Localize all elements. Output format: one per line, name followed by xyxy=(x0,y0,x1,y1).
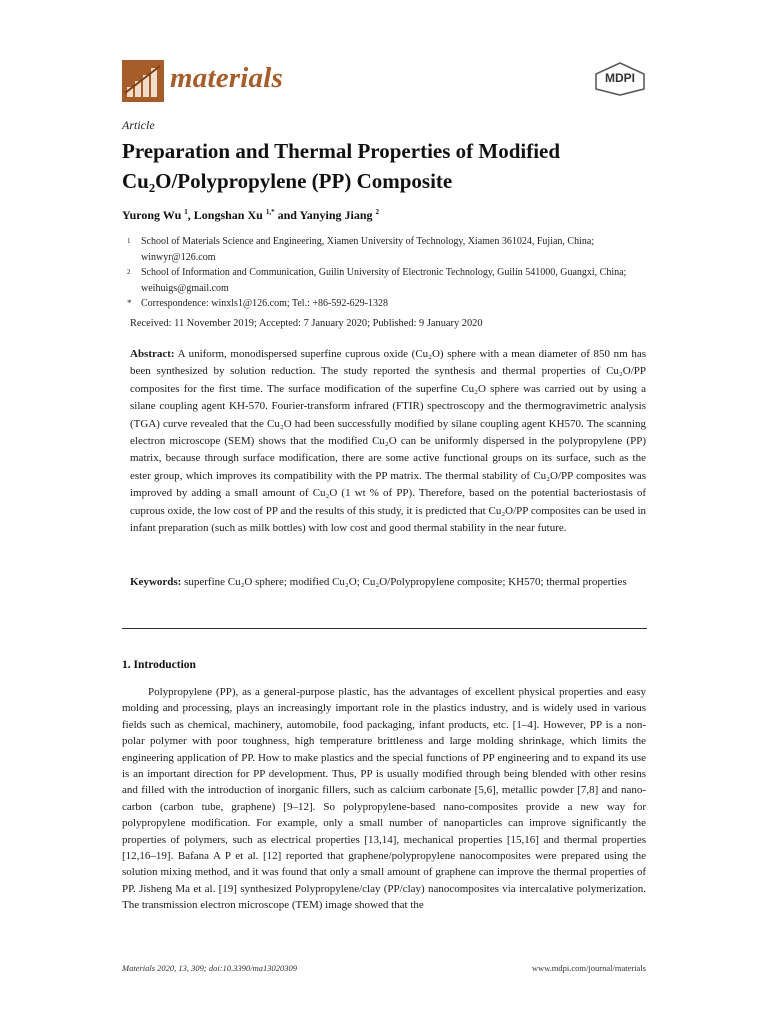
affiliation-marker: 2 xyxy=(375,208,379,216)
author-name: Yanying Jiang xyxy=(299,208,373,222)
footer-url[interactable]: www.mdpi.com/journal/materials xyxy=(531,963,646,973)
abstract-text: A uniform, monodispersed superfine cuprous oxide (Cu₂O) sphere with a mean diameter of 850 nm has been synthesized by solution reduction. The study reported the synthesis and thermal properties of Cu₂O/PP composites for the first time. The surface modification of the superfine Cu₂O sphere was carried out by using a silane coupling agent KH-570. Fourier-transform infrared (FTIR) spectroscopy and the thermogravimetric analysis (TGA) curve revealed that the Cu₂O had been successfully modified by silane coupling agent KH570. The scanning electron microscope (SEM) shows that the modified Cu₂O can be uniformly dispersed in the polypropylene (PP) matrix, because through surface modification, there are some active functional groups on its surface, such as the ester group, which improves its compatibility with the PP matrix. The thermal stability of Cu₂O/PP composites was improved by adding a small amount of Cu₂O (1 wt % of PP). Therefore, based on the potential bacteriostasis of cuprous oxide, the low cost of PP and the results of this study, it is predicted that Cu₂O/PP composites can be used in infant preparation (such as milk bottles) with low cost and good thermal stability in the near future. xyxy=(130,348,646,535)
affiliation xyxy=(122,265,648,296)
abstract-label: Abstract: xyxy=(130,348,175,360)
publication-dates: Received: 11 November 2019; Accepted: 7 January 2020; Published: 9 January 2020 xyxy=(130,318,483,329)
keywords-label: Keywords: xyxy=(130,576,182,588)
affiliation xyxy=(122,234,648,265)
section-heading: 1. Introduction xyxy=(122,659,196,671)
keywords-text: superfine Cu₂O sphere; modified Cu₂O; Cu₂O/Polypropylene composite; KH570; thermal properties xyxy=(184,576,627,588)
materials-logo-icon xyxy=(122,60,164,102)
correspondence xyxy=(122,296,648,312)
author-list xyxy=(122,208,379,223)
author-separator: and xyxy=(274,208,300,222)
affiliation-marker: 1 xyxy=(127,237,131,245)
affiliation-marker: 1 xyxy=(184,208,188,216)
keywords xyxy=(130,574,646,591)
affiliation-text: School of Information and Communication, Guilin University of Electronic Technology, Guilin 541000, Guangxi, China; weihuigs@gmail.com xyxy=(141,267,627,294)
correspondence-text: Correspondence: winxls1@126.com; Tel.: +86-592-629-1328 xyxy=(141,298,388,309)
mdpi-logo-text: MDPI xyxy=(605,71,635,85)
affiliation-marker: 1,* xyxy=(265,208,275,216)
correspondence-marker: * xyxy=(127,298,132,308)
author-name: Longshan Xu xyxy=(193,208,263,222)
affiliation-text: School of Materials Science and Engineering, Xiamen University of Technology, Xiamen 361024, Fujian, China; winwyr@126.com xyxy=(141,236,595,263)
journal-name: materials xyxy=(170,62,283,94)
abstract xyxy=(130,346,646,537)
mdpi-logo xyxy=(594,62,646,96)
divider xyxy=(122,628,647,629)
author-name: Yurong Wu xyxy=(122,208,182,222)
article-type: Article xyxy=(122,118,155,132)
paper-title: Preparation and Thermal Properties of Modified Cu₂O/Polypropylene (PP) Composite xyxy=(122,139,561,193)
author-separator: , xyxy=(187,208,194,222)
section-body: Polypropylene (PP), as a general-purpose plastic, has the advantages of excellent physical properties and easy molding and processing, plays an increasingly important role in the plastics industry, and is widely used in various fields such as chemical, machinery, automobile, food packaging, infant products, etc. [1–4]. However, PP is a non-polar polymer with poor toughness, high temperature brittleness and large molding shrinkage, which limits the engineering application of PP. How to make plastics and the special functions of PP engineering and to expand its use is an important direction for PP development. Thus, PP is usually modified through being blended with other resins and filled with the introduction of inorganic fillers, such as calcium carbonate [5,6], metallic powder [7,8] and nano-carbon (carbon tube, graphene) [9–12]. So polypropylene-based nano-composites provide a new way for polypropylene modification. For example, only a small number of nanoparticles can improve significantly the properties of polymers, such as electrical properties [13,14], mechanical properties [15,16] and thermal properties [12,16–19]. Bafana A P et al. [12] reported that graphene/polypropylene nanocomposites were prepared using the solution mixing method, and it was found that only a small amount of graphene can improve the thermal properties of PP. Jisheng Ma et al. [19] synthesized Polypropylene/clay (PP/clay) nanocomposites via intercalative polymerization. The transmission electron microscope (TEM) image showed that the xyxy=(122,686,646,912)
affiliation-marker: 2 xyxy=(127,268,131,276)
footer-citation: Materials 2020, 13, 309; doi:10.3390/ma13020309 xyxy=(122,963,297,973)
